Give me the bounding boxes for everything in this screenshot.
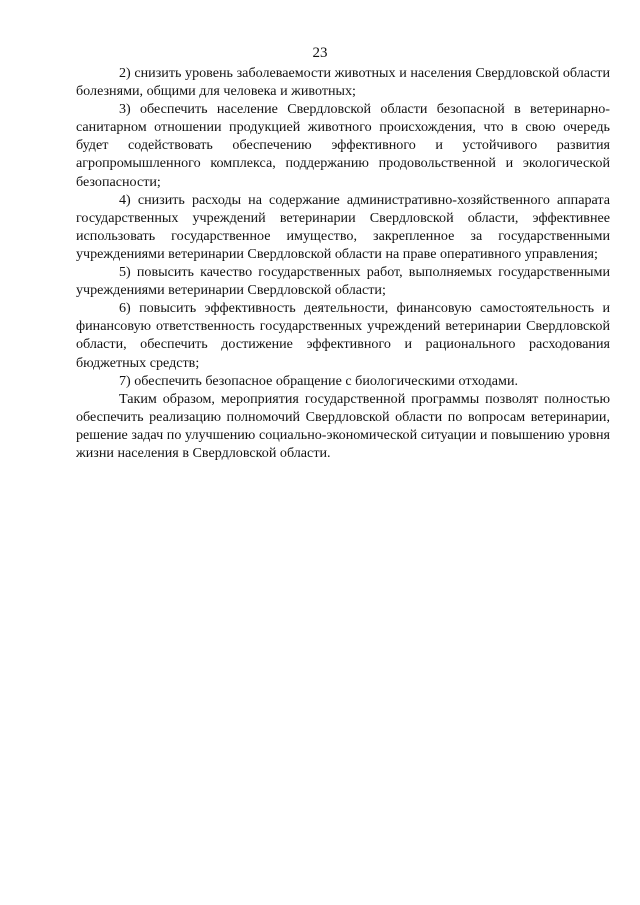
paragraph-item-2: 2) снизить уровень заболеваемости животных и населения Свердловской области болезнями, общими для человека и животных; — [76, 65, 610, 100]
paragraph-item-7: 7) обеспечить безопасное обращение с биологическими отходами. — [119, 372, 519, 389]
paragraph-conclusion: Таким образом, мероприятия государственной программы позволят полностью обеспечить реализацию полномочий Свердловской области по вопросам ветеринарии, решение задач по улучшению социально-экономической ситуации и повышению уровня жизни населения в Свердловской области. — [76, 390, 610, 461]
paragraph-item-5: 5) повысить качество государственных работ, выполняемых государственными учреждениями ветеринарии Свердловской области; — [76, 264, 610, 299]
document-body — [76, 64, 610, 462]
paragraph-item-3: 3) обеспечить население Свердловской области безопасной в ветеринарно-санитарном отношении продукцией животного происхождения, что в свою очередь будет содействовать обеспечению эффективного и устойчивого развития агропромышленного комплекса, поддержанию продовольственной и экологической безопасности; — [76, 101, 610, 190]
paragraph-item-4: 4) снизить расходы на содержание административно-хозяйственного аппарата государственных учреждений ветеринарии Свердловской области, эффективнее использовать государственное имущество, закрепленное за государственными учреждениями ветеринарии Свердловской области на праве оперативного управления; — [76, 191, 610, 262]
paragraph-item-6: 6) повысить эффективность деятельности, финансовую самостоятельность и финансовую ответственность государственных учреждений ветеринарии Свердловской области, обеспечить достижение эффективного и рационального расходования бюджетных средств; — [76, 300, 610, 371]
page-number: 23 — [312, 45, 328, 61]
